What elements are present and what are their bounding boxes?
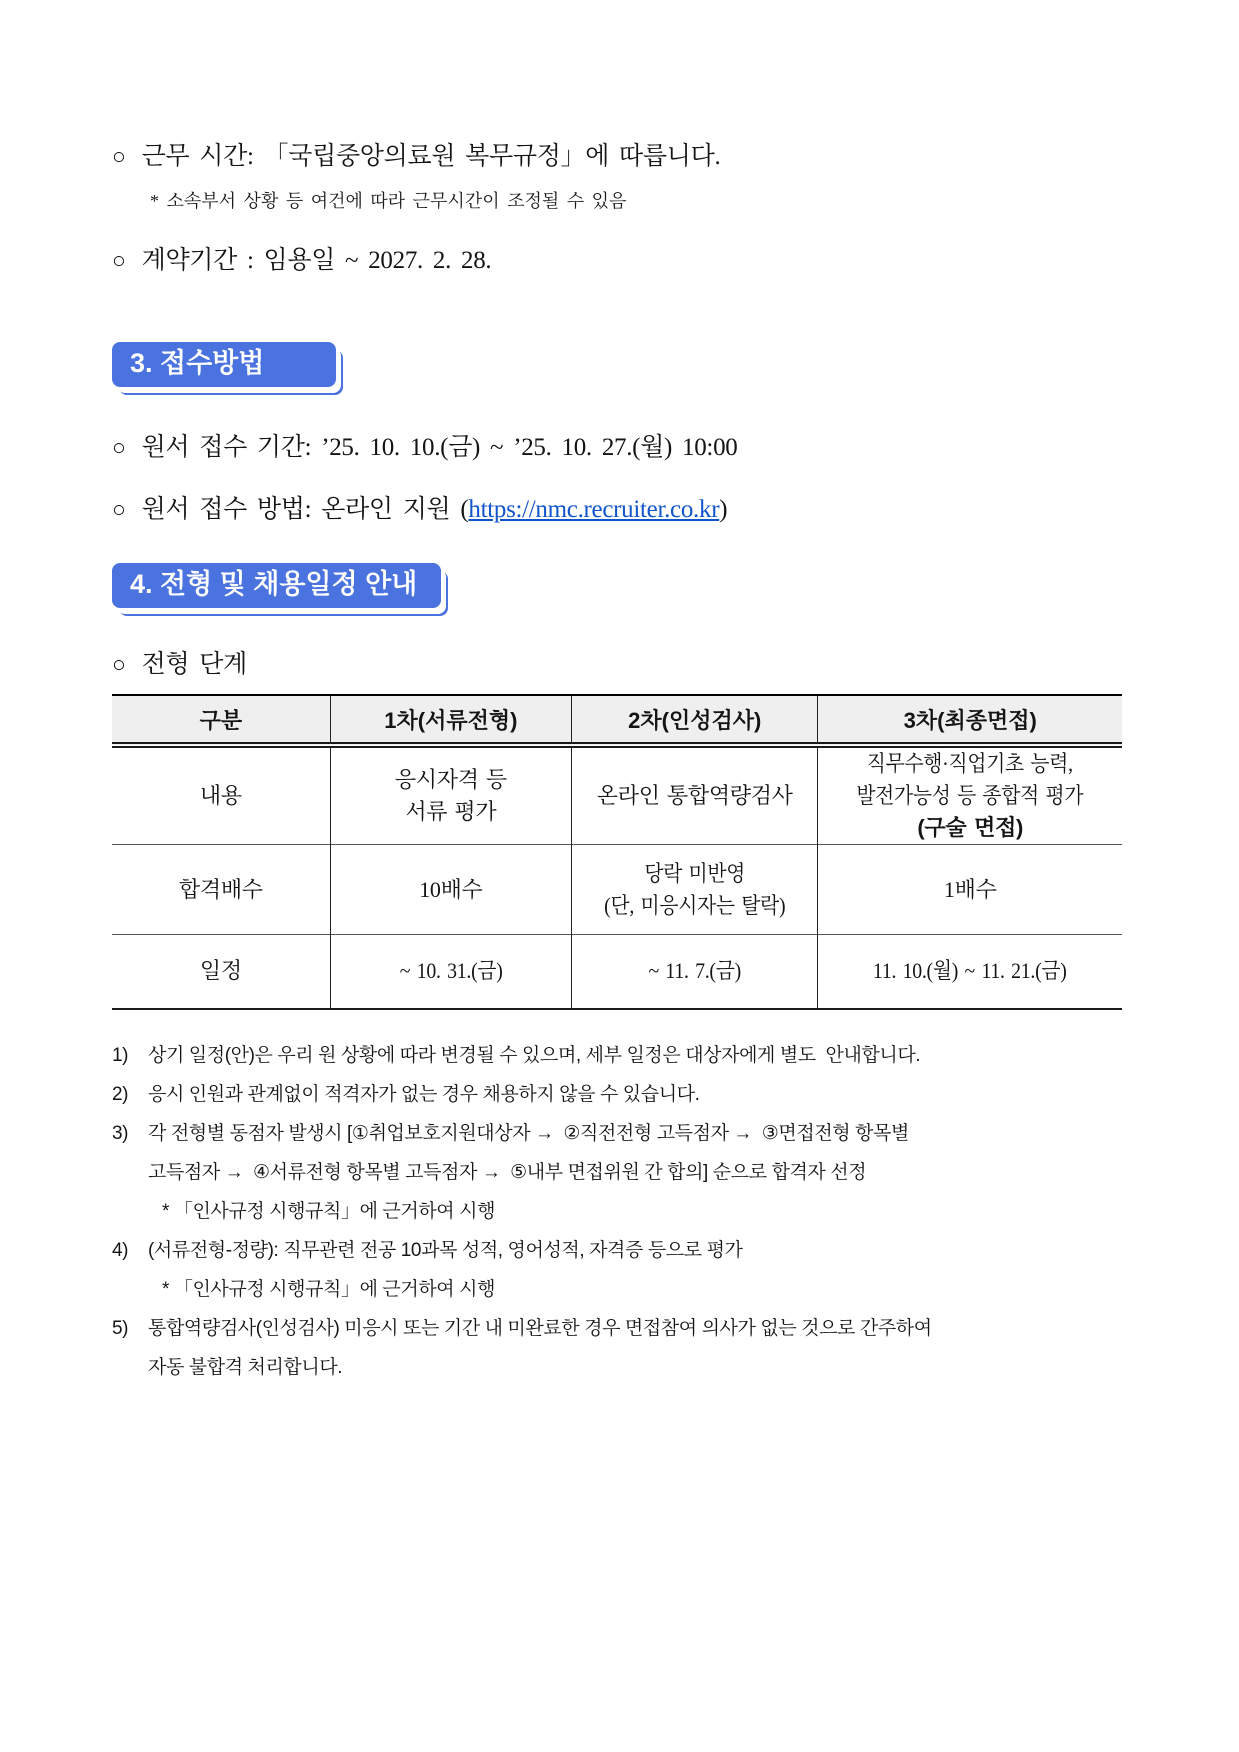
cell-line: 당락 미반영 — [644, 860, 746, 886]
table-row — [112, 745, 1122, 845]
stage-subtitle-line — [112, 648, 1129, 682]
cell-line: 직무수행·직업기초 능력, — [867, 751, 1074, 776]
work-time-line — [112, 140, 1129, 174]
apply-period-line — [112, 431, 1129, 465]
footnote-5 — [112, 1309, 1129, 1387]
circle-bullet-icon: ○ — [112, 144, 126, 169]
section4-header: 4. 전형 및 채용일정 안내 — [112, 563, 441, 608]
cell-line: ~ 10. 31.(금) — [399, 958, 503, 984]
footnote-number: 5) — [112, 1317, 129, 1339]
apply-method-prefix: 원서 접수 방법: 온라인 지원 ( — [141, 496, 469, 523]
footnote-text: 고득점자 → ④서류전형 항목별 고득점자 → ⑤내부 면접위원 간 합의] 순으로 합격자 선정 — [148, 1161, 867, 1183]
cell-line: ~ 11. 7.(금) — [648, 958, 741, 984]
apply-method-line — [112, 493, 1129, 527]
footnote-text: 응시 인원과 관계없이 적격자가 없는 경우 채용하지 않을 수 있습니다. — [148, 1083, 700, 1105]
apply-method-suffix: ) — [719, 496, 728, 523]
col-header-category: 구분 — [112, 695, 330, 745]
cell-line: 11. 10.(월) ~ 11. 21.(금) — [873, 958, 1068, 984]
circle-bullet-icon: ○ — [112, 497, 126, 522]
circle-bullet-icon: ○ — [112, 652, 126, 677]
selection-table — [112, 694, 1122, 1010]
table-header-row — [112, 695, 1122, 745]
circle-bullet-icon: ○ — [112, 435, 126, 460]
table-row — [112, 845, 1122, 935]
content-round3-cell — [818, 745, 1122, 845]
footnote-number: 4) — [112, 1239, 129, 1261]
schedule-round3-cell — [818, 935, 1122, 1009]
content-round2-cell — [572, 745, 818, 845]
footnote-4 — [112, 1231, 1129, 1309]
footnote-text: 자동 불합격 처리합니다. — [148, 1356, 343, 1378]
col-header-round1: 1차(서류전형) — [330, 695, 571, 745]
footnote-text: 각 전형별 동점자 발생시 [①취업보호지원대상자 → ②직전전형 고득점자 → ③면접전형 항목별 — [148, 1122, 909, 1144]
schedule-round2-cell — [572, 935, 818, 1009]
footnote-1 — [112, 1036, 1129, 1075]
footnote-number: 2) — [112, 1083, 129, 1105]
row-label-schedule: 일정 — [112, 935, 330, 1009]
circle-bullet-icon: ○ — [112, 248, 126, 273]
footnotes-block — [112, 1036, 1129, 1387]
footnote-text: (서류전형-정량): 직무관련 전공 10과목 성적, 영어성적, 자격증 등으로 평가 — [148, 1239, 743, 1261]
contract-line — [112, 244, 1129, 278]
apply-method-text — [142, 493, 728, 527]
cell-line: 온라인 통합역량검사 — [596, 783, 793, 808]
col-header-round3: 3차(최종면접) — [818, 695, 1122, 745]
work-time-text: 근무 시간: 「국립중앙의료원 복무규정」에 따릅니다. — [141, 143, 721, 170]
cell-line: 서류 평가 — [405, 799, 497, 824]
cell-line: 응시자격 등 — [394, 767, 507, 792]
row-label-multiple: 합격배수 — [112, 845, 330, 935]
footnote-3 — [112, 1114, 1129, 1231]
col-header-round2: 2차(인성검사) — [572, 695, 818, 745]
apply-period-text: 원서 접수 기간: ’25. 10. 10.(금) ~ ’25. 10. 27.(월) 10:00 — [141, 434, 738, 461]
apply-url-link[interactable]: https://nmc.recruiter.co.kr — [468, 496, 720, 523]
footnote-number: 3) — [112, 1122, 129, 1144]
work-time-note: * 소속부서 상황 등 여건에 따라 근무시간이 조정될 수 있음 — [150, 191, 627, 211]
cell-line: 발전가능성 등 종합적 평가 — [856, 783, 1084, 808]
multiple-round2-cell — [572, 845, 818, 935]
contract-text: 계약기간 : 임용일 ~ 2027. 2. 28. — [141, 247, 492, 274]
footnote-2 — [112, 1075, 1129, 1114]
row-label-content: 내용 — [199, 783, 242, 808]
footnote-subnote: * 「인사규정 시행규칙」에 근거하여 시행 — [162, 1200, 496, 1222]
content-round1-cell — [330, 745, 571, 845]
footnote-text: 통합역량검사(인성검사) 미응시 또는 기간 내 미완료한 경우 면접참여 의사가 없는 것으로 간주하여 — [148, 1317, 932, 1339]
stage-subtitle: 전형 단계 — [141, 651, 247, 678]
footnote-text: 상기 일정(안)은 우리 원 상황에 따라 변경될 수 있으며, 세부 일정은 대상자에게 별도 안내합니다. — [148, 1044, 921, 1066]
table-row — [112, 935, 1122, 1009]
footnote-number: 1) — [112, 1044, 129, 1066]
multiple-round1-cell: 10배수 — [330, 845, 571, 935]
cell-line-bold: (구술 면접) — [917, 815, 1024, 840]
schedule-round1-cell — [330, 935, 571, 1009]
cell-line: (단, 미응시자는 탈락) — [604, 892, 786, 918]
section3-header: 3. 접수방법 — [112, 342, 336, 387]
footnote-subnote: * 「인사규정 시행규칙」에 근거하여 시행 — [162, 1278, 496, 1300]
multiple-round3-cell: 1배수 — [818, 845, 1122, 935]
